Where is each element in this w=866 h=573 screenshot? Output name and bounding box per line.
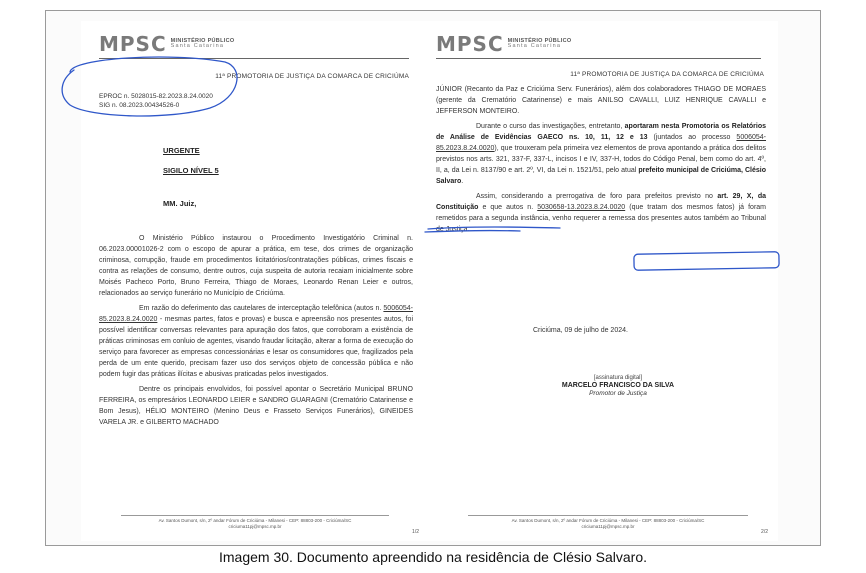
mpsc-logo <box>99 33 234 55</box>
figure-caption: Imagem 30. Documento apreendido na residência de Clésio Salvaro. <box>218 549 648 565</box>
footer-email: criciuma11pj@mpsc.mp.br <box>228 524 282 529</box>
signature-block <box>508 374 728 398</box>
paragraph-2 <box>99 303 413 380</box>
paragraph-remessa <box>436 191 766 235</box>
footer-rule <box>121 515 389 516</box>
footer-email: criciuma11pj@mpsc.mp.br <box>581 524 635 529</box>
p2-text-a: Em razão do deferimento das cautelares de interceptação telefônica (autos n. <box>139 305 384 312</box>
promotoria-header: 11ª PROMOTORIA DE JUSTIÇA DA COMARCA DE CRICIÚMA <box>215 73 409 80</box>
paragraph-1: O Ministério Público instaurou o Procedimento Investigatório Criminal n. 06.2023.00001026-2 com o escopo de apurar a prática, em tese, dos crimes de organização criminosa, corrupção, fraude em procedimentos licitatórios/contratações públicas, crimes fiscais e contra as relações de consumo, dentre outros, cuja suspeita de autoria recaiam inicialmente sobre Moisés Pacheco Porto, Bruno Ferreira, Thiago de Moraes, Leonardo Renan Leier e outros, relacionados ao serviço funerário no Município de Criciúma. <box>99 235 413 297</box>
case-numbers <box>99 92 213 110</box>
case-ref-interception: 5006054-85.2023.8.24.0020 <box>99 305 413 323</box>
promotoria-header: 11ª PROMOTORIA DE JUSTIÇA DA COMARCA DE CRICIÚMA <box>570 71 764 78</box>
signature-label: [assinatura digital] <box>593 375 643 381</box>
p2-text-a: Durante o curso das investigações, entretanto, <box>476 123 625 130</box>
document-frame <box>45 10 821 546</box>
constitution-article: art. 29, X, da Constituição <box>436 193 766 211</box>
page-number: 2/2 <box>761 529 768 535</box>
footer-address: Av. Santos Dumont, s/n, 2º andar Fórum de Criciúma - Milanesi - CEP: 88803-200 - Criciúma/SC <box>511 518 705 523</box>
p2-text-d: . <box>461 178 464 185</box>
signatory-name: MARCELO FRANCISCO DA SILVA <box>561 382 675 389</box>
sigilo-heading: SIGILO NÍVEL 5 <box>163 166 219 175</box>
header-rule <box>99 58 409 59</box>
urgente-heading: URGENTE <box>163 146 200 155</box>
signatory-role: Promotor de Justiça <box>589 390 647 397</box>
p3-text-a: Assim, considerando a prerrogativa de foro para prefeitos previsto no <box>476 193 718 200</box>
logo-line2: Santa Catarina <box>170 43 225 49</box>
logo-mark: MPSC <box>99 32 167 56</box>
paragraph-continued: JÚNIOR (Recanto da Paz e Criciúma Serv. Funerários), além dos colaboradores THIAGO DE MORAES (gerente da Crematório Catarinense) e mais ANILSO CAVALLI, LUIZ HENRIQUE CAVALLI e JEFFERSON MONTEIRO. <box>436 86 766 115</box>
case-ref-second-instance: 5030658-13.2023.8.24.0020 <box>537 204 626 211</box>
footer <box>121 518 389 530</box>
header-rule <box>436 58 761 59</box>
logo-mark: MPSC <box>436 32 504 56</box>
page-number: 1/2 <box>412 529 419 535</box>
p2-text-b: - mesmas partes, fatos e provas) e busca e apreensão nos presentes autos, foi possível identificar conversas relevantes para apuração dos fatos, que corroboram a existência de práticas criminosas em conluio de agentes, visando fraudar licitação, alterar a forma de execução do serviço para favorecer as empresas concessionárias e lesar os consumidores que, fragilizados pela perda de um ente querido, precisam fazer uso dos serviços objeto de concessão pública e não podem fugir das práticas ilícitas e abusivas praticadas pelos investigados. <box>99 316 413 378</box>
gaeco-reports: aportaram nesta Promotoria os Relatórios de Análise de Evidências GAECO ns. 10, 11, 12 e 13 <box>436 123 766 141</box>
p3-text-c: (que tratam dos mesmos fatos) já foram remetidos para a segunda instância, venho requerer a remessa dos presentes autos também ao Tribunal de Justiça. <box>436 204 766 233</box>
left-body <box>99 233 413 432</box>
footer <box>468 518 748 530</box>
document-page-right <box>428 21 778 541</box>
sig-number: SIG n. 08.2023.00434526-0 <box>99 102 180 109</box>
mpsc-logo <box>436 33 571 55</box>
p2-text-c: ), que trouxeram pela primeira vez elementos de prova apontando a prática dos delitos previstos nos arts. 321, 337-F, 337-L, incisos I e IV, 337-H, todos do Código Penal, bem como do art. 4º, II, a, da Lei n. 8137/90 e art. 2º, VI, da Lei n. 1521/51, pelo atual <box>436 145 766 174</box>
footer-rule <box>468 515 748 516</box>
document-date: Criciúma, 09 de julho de 2024. <box>533 327 628 334</box>
paragraph-gaeco <box>436 121 766 187</box>
footer-address: Av. Santos Dumont, s/n, 2º andar Fórum de Criciúma - Milanesi - CEP: 88803-200 - Criciúma/SC <box>158 518 352 523</box>
right-body <box>436 84 766 239</box>
document-page-left <box>81 21 431 541</box>
mayor-name: prefeito municipal de Criciúma, Clésio Salvaro <box>436 167 766 185</box>
logo-line1: MINISTÉRIO PÚBLICO <box>170 37 235 44</box>
p2-text-b: (juntados ao processo <box>647 134 737 141</box>
logo-line1: MINISTÉRIO PÚBLICO <box>507 37 572 44</box>
salutation: MM. Juiz, <box>163 199 197 208</box>
paragraph-3: Dentre os principais envolvidos, foi possível apontar o Secretário Municipal BRUNO FERREIRA, os empresários LEONARDO LEIER e SANDRO GUARAGNI (Crematório Catarinense e Bom Jesus), HÉLIO MONTEIRO (Menino Deus e Frasseto Serviços Funerários), GINEIDES VARELA JR. e GILBERTO MACHADO <box>99 386 413 426</box>
eproc-number: EPROC n. 5028015-82.2023.8.24.0020 <box>99 93 213 100</box>
logo-line2: Santa Catarina <box>507 43 562 49</box>
case-ref-gaeco: 5006054-85.2023.8.24.0020 <box>436 134 767 152</box>
p3-text-b: e que autos n. <box>478 204 538 211</box>
